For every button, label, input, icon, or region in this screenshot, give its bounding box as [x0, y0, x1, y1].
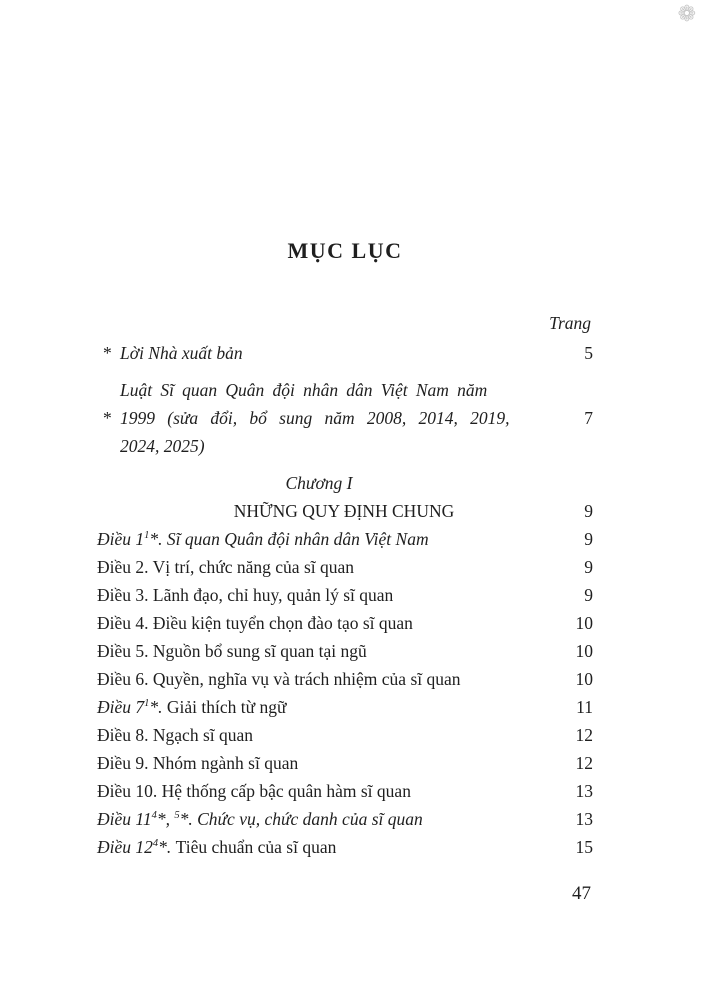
chapter-heading-row [97, 497, 593, 525]
entry-label [97, 637, 551, 665]
entry-star: *, [156, 809, 175, 829]
entry-page-number: 15 [575, 837, 593, 857]
toc-entry [97, 553, 593, 581]
entry-prefix: Điều 12 [97, 837, 153, 857]
asterisk-marker: * [103, 343, 112, 363]
entry-superscript: 4 [152, 838, 159, 850]
entry-prefix: Điều 8. Ngạch sĩ quan [97, 725, 254, 745]
entry-label: Lời Nhà xuất bản [120, 343, 243, 363]
toc-entry [97, 637, 593, 665]
entry-page-number: 13 [575, 809, 593, 829]
entry-superscript: 1 [144, 698, 150, 710]
toc-entry [97, 777, 593, 805]
entry-page-number: 5 [584, 342, 593, 363]
entry-prefix: Điều 3. Lãnh đạo, chỉ huy, quản lý sĩ quan [97, 585, 394, 605]
entry-superscript: 5 [174, 810, 180, 822]
entry-label-line: Luật Sĩ quan Quân đội nhân dân Việt Nam năm [120, 380, 488, 400]
entry-label [97, 721, 551, 749]
toc-entry [97, 665, 593, 693]
entry-title: Chức vụ, chức danh của sĩ quan [197, 809, 423, 829]
entry-prefix: Điều 9. Nhóm ngành sĩ quan [97, 753, 299, 773]
entry-label-line: 1999 (sửa đổi, bổ sung năm 2008, 2014, 2019, [120, 408, 510, 428]
entry-page-number: 9 [584, 585, 593, 605]
asterisk-marker: * [103, 408, 112, 428]
page-title: MỤC LỤC [287, 238, 403, 263]
toc-entry [97, 805, 593, 833]
entry-page-number: 12 [575, 753, 593, 773]
entry-page-number: 10 [575, 613, 593, 633]
entry-page-number: 13 [575, 781, 593, 801]
entry-label [97, 749, 551, 777]
entry-label-line: 2024, 2025) [120, 436, 205, 456]
entry-prefix: Điều 6. Quyền, nghĩa vụ và trách nhiệm của sĩ quan [97, 669, 461, 689]
entry-prefix: Điều 5. Nguồn bổ sung sĩ quan tại ngũ [97, 641, 367, 661]
entry-superscript: 1 [144, 530, 150, 542]
entry-label [97, 693, 551, 721]
entry-page-number: 9 [584, 557, 593, 577]
toc-entry [97, 721, 593, 749]
entry-star: *. [179, 809, 198, 829]
toc-entry [97, 525, 593, 553]
page-column-header: Trang [549, 313, 591, 333]
entry-label [120, 376, 584, 460]
toc-entry [97, 749, 593, 777]
toc-front-item [97, 339, 593, 367]
entry-label [97, 553, 551, 581]
entry-prefix: Điều 7 [97, 697, 145, 717]
entry-page-number: 10 [575, 641, 593, 661]
entry-title: Giải thích từ ngữ [166, 697, 287, 717]
entry-page-number: 10 [575, 669, 593, 689]
toc-front-item [97, 376, 593, 460]
entry-page-number: 7 [584, 407, 593, 428]
entry-page-number: 9 [584, 529, 593, 549]
entry-page-number: 12 [575, 725, 593, 745]
toc-entry [97, 581, 593, 609]
toc-content [97, 0, 593, 861]
entry-label [97, 805, 551, 833]
entry-star: *. [149, 529, 167, 549]
entry-label [97, 777, 551, 805]
entry-label [97, 581, 551, 609]
entry-label [97, 525, 551, 553]
entry-label [97, 665, 551, 693]
entry-page-number: 11 [576, 697, 593, 717]
entry-superscript: 4 [151, 810, 157, 822]
entry-prefix: Điều 2. Vị trí, chức năng của sĩ quan [97, 557, 355, 577]
chapter-label: Chương I [285, 473, 353, 493]
toc-entry [97, 833, 593, 861]
entry-star: *. [158, 837, 176, 857]
entry-prefix: Điều 10. Hệ thống cấp bậc quân hàm sĩ quan [97, 781, 411, 801]
entry-title: Tiêu chuẩn của sĩ quan [175, 837, 337, 857]
toc-entry [97, 693, 593, 721]
entry-label [97, 609, 551, 637]
toc-entry [97, 609, 593, 637]
entry-prefix: Điều 1 [97, 529, 145, 549]
entry-star: *. [149, 697, 167, 717]
folio-page-number: 47 [572, 883, 591, 904]
entry-prefix: Điều 4. Điều kiện tuyển chọn đào tạo sĩ quan [97, 613, 413, 633]
chapter-heading: NHỮNG QUY ĐỊNH CHUNG [233, 501, 455, 521]
flower-ornament-icon: ❁ [677, 2, 696, 27]
entry-prefix: Điều 11 [97, 809, 152, 829]
entry-title: Sĩ quan Quân đội nhân dân Việt Nam [166, 529, 429, 549]
entry-page-number: 9 [584, 501, 593, 521]
entry-label [97, 833, 551, 861]
